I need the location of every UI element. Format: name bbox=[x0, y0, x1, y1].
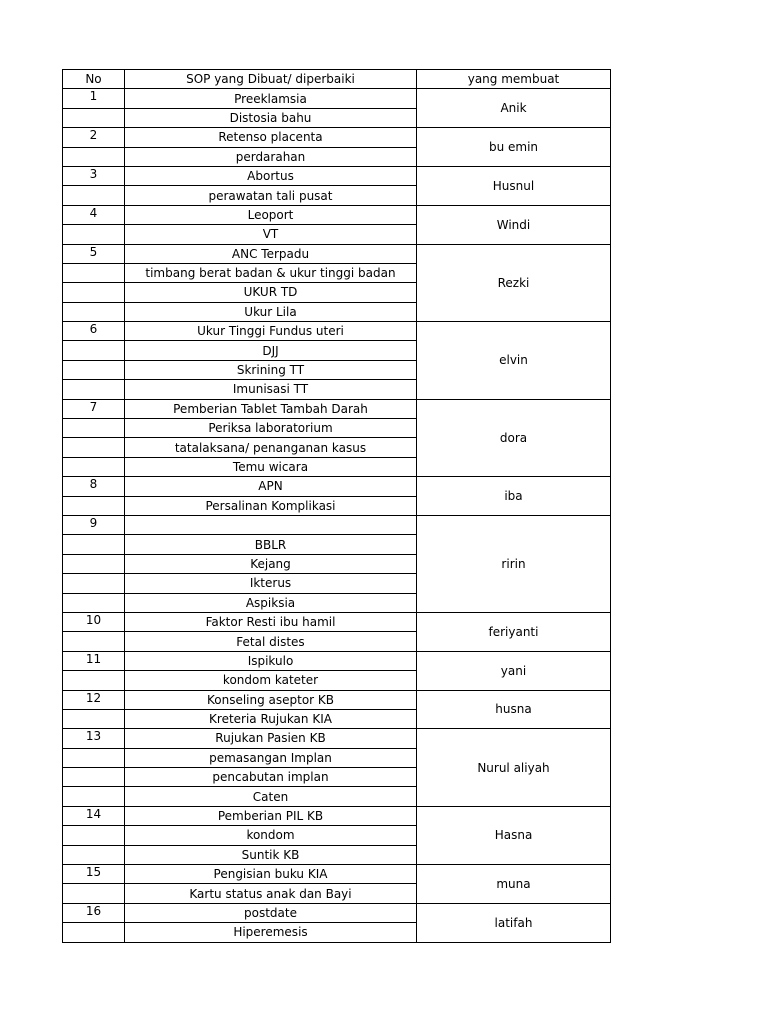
sop-item-cell: UKUR TD bbox=[125, 283, 417, 302]
sop-item-cell: Pemberian Tablet Tambah Darah bbox=[125, 399, 417, 418]
header-sop: SOP yang Dibuat/ diperbaiki bbox=[125, 70, 417, 89]
row-number-cell bbox=[63, 884, 125, 903]
author-cell: iba bbox=[417, 477, 611, 516]
row-number-cell bbox=[63, 225, 125, 244]
row-number-cell bbox=[63, 496, 125, 515]
row-number-cell: 12 bbox=[63, 690, 125, 709]
sop-item-cell: kondom kateter bbox=[125, 671, 417, 690]
sop-item-cell: VT bbox=[125, 225, 417, 244]
row-number-cell bbox=[63, 283, 125, 302]
row-number-cell bbox=[63, 593, 125, 612]
sop-item-cell: Ikterus bbox=[125, 574, 417, 593]
sop-item-cell: tatalaksana/ penanganan kasus bbox=[125, 438, 417, 457]
row-number-cell bbox=[63, 419, 125, 438]
sop-item-cell: Pengisian buku KIA bbox=[125, 865, 417, 884]
sop-item-cell: Rujukan Pasien KB bbox=[125, 729, 417, 748]
sop-item-cell: Temu wicara bbox=[125, 457, 417, 476]
row-number-cell bbox=[63, 845, 125, 864]
author-cell: Hasna bbox=[417, 806, 611, 864]
row-number-cell bbox=[63, 554, 125, 573]
table-row bbox=[63, 690, 611, 709]
sop-item-cell: Kejang bbox=[125, 554, 417, 573]
row-number-cell bbox=[63, 923, 125, 942]
row-number-cell: 16 bbox=[63, 903, 125, 922]
sop-item-cell: Kreteria Rujukan KIA bbox=[125, 709, 417, 728]
author-cell: husna bbox=[417, 690, 611, 729]
row-number-cell bbox=[63, 748, 125, 767]
row-number-cell bbox=[63, 341, 125, 360]
author-cell: muna bbox=[417, 865, 611, 904]
row-number-cell: 9 bbox=[63, 515, 125, 534]
row-number-cell: 5 bbox=[63, 244, 125, 263]
sop-item-cell: pemasangan Implan bbox=[125, 748, 417, 767]
author-cell: Windi bbox=[417, 205, 611, 244]
table-row bbox=[63, 322, 611, 341]
sop-item-cell: DJJ bbox=[125, 341, 417, 360]
sop-item-cell: Caten bbox=[125, 787, 417, 806]
row-number-cell: 1 bbox=[63, 89, 125, 108]
row-number-cell bbox=[63, 263, 125, 282]
sop-item-cell: Ukur Tinggi Fundus uteri bbox=[125, 322, 417, 341]
sop-item-cell: Imunisasi TT bbox=[125, 380, 417, 399]
sop-item-cell: perdarahan bbox=[125, 147, 417, 166]
row-number-cell: 7 bbox=[63, 399, 125, 418]
author-cell: Rezki bbox=[417, 244, 611, 322]
table-row bbox=[63, 806, 611, 825]
sop-item-cell: Hiperemesis bbox=[125, 923, 417, 942]
table-row bbox=[63, 612, 611, 631]
sop-item-cell: Persalinan Komplikasi bbox=[125, 496, 417, 515]
table-row bbox=[63, 515, 611, 534]
table-row bbox=[63, 651, 611, 670]
row-number-cell: 3 bbox=[63, 166, 125, 185]
sop-item-cell: Fetal distes bbox=[125, 632, 417, 651]
row-number-cell: 2 bbox=[63, 128, 125, 147]
sop-item-cell: Distosia bahu bbox=[125, 108, 417, 127]
row-number-cell bbox=[63, 768, 125, 787]
author-cell: dora bbox=[417, 399, 611, 477]
sop-item-cell: perawatan tali pusat bbox=[125, 186, 417, 205]
sop-item-cell: Ukur Lila bbox=[125, 302, 417, 321]
sop-item-cell: BBLR bbox=[125, 535, 417, 554]
author-cell: bu emin bbox=[417, 128, 611, 167]
sop-item-cell: kondom bbox=[125, 826, 417, 845]
sop-item-cell: Preeklamsia bbox=[125, 89, 417, 108]
author-cell: yani bbox=[417, 651, 611, 690]
row-number-cell: 15 bbox=[63, 865, 125, 884]
sop-table bbox=[62, 69, 611, 943]
table-row bbox=[63, 89, 611, 108]
author-cell: Husnul bbox=[417, 166, 611, 205]
sop-item-cell: Ispikulo bbox=[125, 651, 417, 670]
author-cell: ririn bbox=[417, 515, 611, 612]
sop-item-cell: Konseling aseptor KB bbox=[125, 690, 417, 709]
sop-item-cell: Faktor Resti ibu hamil bbox=[125, 612, 417, 631]
author-cell: elvin bbox=[417, 322, 611, 400]
row-number-cell: 4 bbox=[63, 205, 125, 224]
row-number-cell: 14 bbox=[63, 806, 125, 825]
sop-item-cell: timbang berat badan & ukur tinggi badan bbox=[125, 263, 417, 282]
table-row bbox=[63, 865, 611, 884]
sop-item-cell: Leoport bbox=[125, 205, 417, 224]
author-cell: latifah bbox=[417, 903, 611, 942]
header-no: No bbox=[63, 70, 125, 89]
row-number-cell: 11 bbox=[63, 651, 125, 670]
sop-item-cell: postdate bbox=[125, 903, 417, 922]
sop-item-cell: Retenso placenta bbox=[125, 128, 417, 147]
table-header-row bbox=[63, 70, 611, 89]
sop-item-cell: Skrining TT bbox=[125, 360, 417, 379]
row-number-cell: 10 bbox=[63, 612, 125, 631]
row-number-cell bbox=[63, 186, 125, 205]
sop-item-cell: APN bbox=[125, 477, 417, 496]
row-number-cell bbox=[63, 457, 125, 476]
table-body bbox=[63, 89, 611, 942]
row-number-cell bbox=[63, 360, 125, 379]
row-number-cell bbox=[63, 438, 125, 457]
table-row bbox=[63, 399, 611, 418]
author-cell: Anik bbox=[417, 89, 611, 128]
author-cell: Nurul aliyah bbox=[417, 729, 611, 807]
table-row bbox=[63, 244, 611, 263]
sop-item-cell bbox=[125, 515, 417, 534]
sop-item-cell: Kartu status anak dan Bayi bbox=[125, 884, 417, 903]
row-number-cell: 6 bbox=[63, 322, 125, 341]
sop-item-cell: Periksa laboratorium bbox=[125, 419, 417, 438]
row-number-cell bbox=[63, 380, 125, 399]
row-number-cell bbox=[63, 147, 125, 166]
row-number-cell bbox=[63, 826, 125, 845]
row-number-cell bbox=[63, 574, 125, 593]
sop-item-cell: pencabutan implan bbox=[125, 768, 417, 787]
table-row bbox=[63, 903, 611, 922]
author-cell: feriyanti bbox=[417, 612, 611, 651]
row-number-cell bbox=[63, 108, 125, 127]
table-row bbox=[63, 729, 611, 748]
row-number-cell bbox=[63, 671, 125, 690]
row-number-cell bbox=[63, 787, 125, 806]
sop-item-cell: Pemberian PIL KB bbox=[125, 806, 417, 825]
table-row bbox=[63, 166, 611, 185]
row-number-cell: 8 bbox=[63, 477, 125, 496]
row-number-cell: 13 bbox=[63, 729, 125, 748]
row-number-cell bbox=[63, 632, 125, 651]
row-number-cell bbox=[63, 302, 125, 321]
sop-item-cell: Aspiksia bbox=[125, 593, 417, 612]
table-row bbox=[63, 477, 611, 496]
sop-item-cell: ANC Terpadu bbox=[125, 244, 417, 263]
row-number-cell bbox=[63, 535, 125, 554]
sop-item-cell: Suntik KB bbox=[125, 845, 417, 864]
table-row bbox=[63, 128, 611, 147]
header-author: yang membuat bbox=[417, 70, 611, 89]
row-number-cell bbox=[63, 709, 125, 728]
table-row bbox=[63, 205, 611, 224]
sop-item-cell: Abortus bbox=[125, 166, 417, 185]
